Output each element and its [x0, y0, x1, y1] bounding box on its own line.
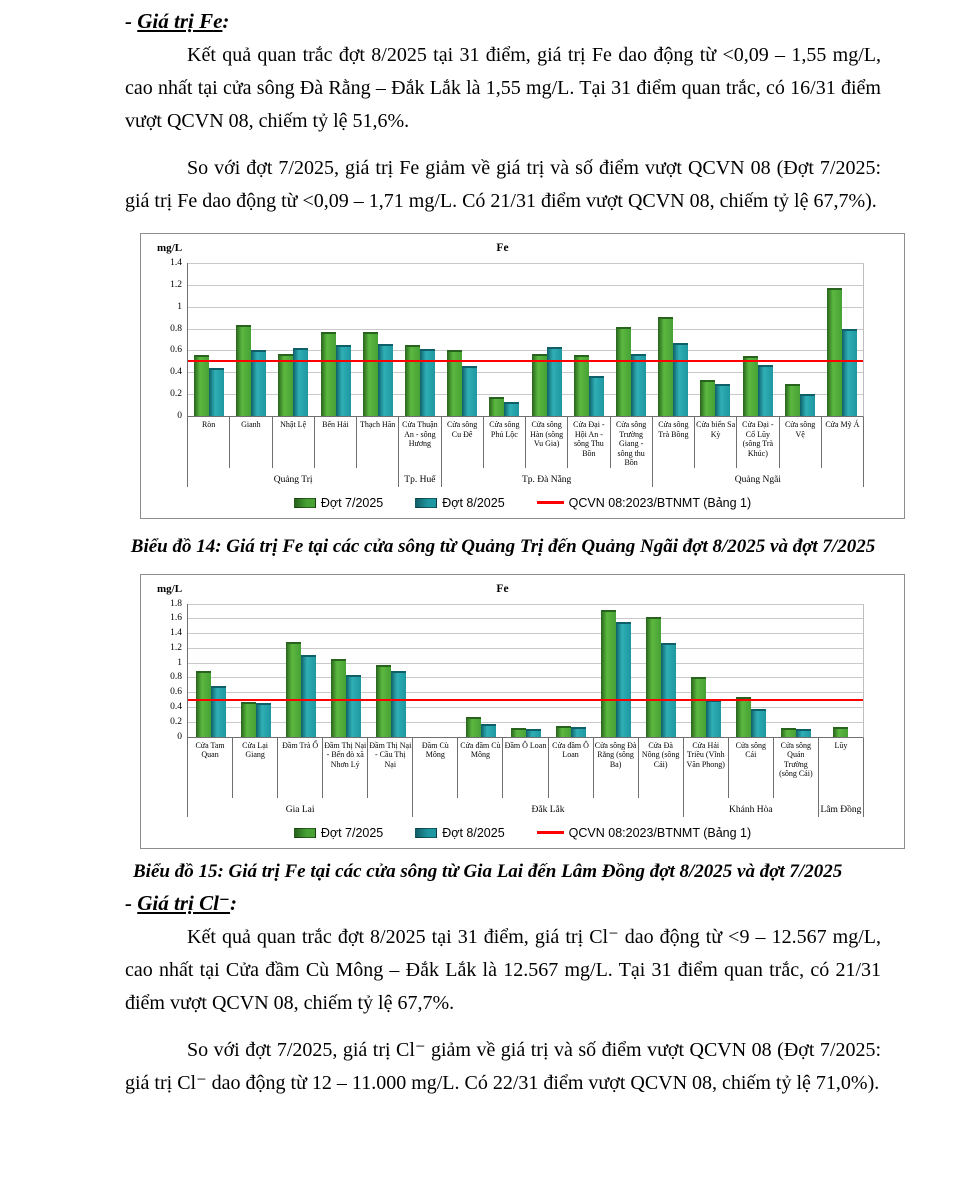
- y-tick-label: 1.6: [170, 613, 182, 624]
- bar-group: [188, 263, 230, 416]
- legend-item: [294, 496, 383, 510]
- bar-dot-7-2025: [278, 354, 293, 416]
- y-tick-label: 0.4: [170, 701, 182, 712]
- x-axis-label: Nhật Lệ: [273, 417, 315, 468]
- province-group-label: Gia Lai: [188, 798, 413, 817]
- bar-group: [638, 604, 683, 737]
- heading-label: Giá trị Fe: [137, 9, 223, 33]
- section-heading-fe: [125, 8, 881, 34]
- legend-label: Đợt 8/2025: [442, 495, 505, 510]
- heading-suffix: :: [230, 890, 238, 915]
- province-group-label: Tp. Đà Nẵng: [442, 468, 653, 487]
- bar-group: [728, 604, 773, 737]
- bar-dot-8-2025: [842, 329, 857, 416]
- x-axis-labels: [187, 738, 864, 798]
- bar-group: [458, 604, 503, 737]
- bar-dot-7-2025: [833, 727, 848, 737]
- bar-group: [548, 604, 593, 737]
- bar-group: [278, 604, 323, 737]
- legend-item: [415, 826, 504, 840]
- bar-group: [821, 263, 863, 416]
- x-axis-label: Gianh: [230, 417, 272, 468]
- province-group-label: Đắk Lắk: [413, 798, 683, 817]
- chart-header: [141, 239, 904, 263]
- bar-dot-8-2025: [211, 686, 226, 737]
- y-tick-label: 0.8: [170, 672, 182, 683]
- province-group-label: Tp. Huế: [399, 468, 441, 487]
- bar-dot-8-2025: [715, 384, 730, 416]
- bar-dot-7-2025: [785, 384, 800, 416]
- x-axis-label: Cửa sông Hàn (sông Vu Gia): [526, 417, 568, 468]
- x-axis-label: Lũy: [819, 738, 864, 798]
- plot-area: [170, 258, 864, 421]
- x-axis-label: Cửa sông Cái: [729, 738, 774, 798]
- x-axis-label: Ròn: [188, 417, 230, 468]
- x-axis-label: Đầm Ô Loan: [503, 738, 548, 798]
- bar-dot-8-2025: [631, 354, 646, 416]
- bar-dot-8-2025: [462, 366, 477, 416]
- bar-dot-8-2025: [293, 348, 308, 416]
- bar-dot-7-2025: [781, 728, 796, 737]
- chart-title: Fe: [496, 242, 509, 254]
- x-axis-label: Đầm Thị Nại - Cầu Thị Nại: [368, 738, 413, 798]
- bar-dot-8-2025: [751, 709, 766, 736]
- y-axis-unit-label: mg/L: [157, 242, 183, 254]
- bar-group: [188, 604, 233, 737]
- x-axis-label: Bến Hải: [315, 417, 357, 468]
- x-axis-label: Cửa Đại - Cổ Lũy (sông Trà Khúc): [737, 417, 779, 468]
- bar-group: [610, 263, 652, 416]
- bar-dot-8-2025: [800, 394, 815, 416]
- x-axis-label: Cửa sông Phú Lộc: [484, 417, 526, 468]
- x-axis-label: Cửa Tam Quan: [188, 738, 233, 798]
- legend-label: Đợt 8/2025: [442, 825, 505, 840]
- bar-dot-7-2025: [556, 726, 571, 736]
- bar-dot-8-2025: [336, 345, 351, 416]
- bar-dot-8-2025: [571, 727, 586, 737]
- bars-layer: [188, 604, 863, 737]
- paragraph-cl-results: Kết quả quan trắc đợt 8/2025 tại 31 điểm, giá trị Cl⁻ dao động từ <9 – 12.567 mg/L, cao nhất tại Cửa đầm Cù Mông – Đắk Lắk là 12.567 mg/L. Tại 31 điểm quan trắc, có 21/31 điểm vượt QCVN 08, chiếm tỷ lệ 67,7%.: [125, 925, 881, 1014]
- bar-group: [441, 263, 483, 416]
- bar-dot-7-2025: [691, 677, 706, 737]
- chart-legend: [141, 496, 904, 510]
- legend-label: QCVN 08:2023/BTNMT (Bảng 1): [568, 825, 752, 840]
- x-axis-label: Đầm Cù Mông: [413, 738, 458, 798]
- bar-dot-7-2025: [286, 642, 301, 737]
- y-tick-label: 0.4: [170, 367, 182, 378]
- bar-dot-7-2025: [194, 355, 209, 416]
- bar-dot-7-2025: [646, 617, 661, 737]
- x-axis-label: Cửa sông Trường Giang - sông thu Bồn: [611, 417, 653, 468]
- bar-dot-7-2025: [196, 671, 211, 736]
- bar-group: [736, 263, 778, 416]
- y-tick-label: 0.6: [170, 687, 182, 698]
- legend-swatch: [294, 828, 316, 838]
- bar-dot-7-2025: [376, 665, 391, 737]
- bar-group: [779, 263, 821, 416]
- bar-dot-8-2025: [589, 376, 604, 416]
- y-tick-label: 1: [177, 301, 182, 312]
- x-axis-label: Cửa sông Quán Trường (sông Cái): [774, 738, 819, 798]
- bar-dot-7-2025: [405, 345, 420, 416]
- province-group-label: Khánh Hòa: [684, 798, 819, 817]
- bar-dot-8-2025: [673, 343, 688, 416]
- legend-swatch: [415, 498, 437, 508]
- province-group-label: Quảng Trị: [188, 468, 399, 487]
- x-axis-label: Cửa Hải Triều (Vĩnh Văn Phong): [684, 738, 729, 798]
- y-tick-label: 0.2: [170, 716, 182, 727]
- bar-dot-8-2025: [209, 368, 224, 416]
- bar-group: [694, 263, 736, 416]
- bar-group: [230, 263, 272, 416]
- y-tick-label: 0: [177, 411, 182, 421]
- y-axis-unit-label: mg/L: [157, 582, 183, 595]
- bar-dot-8-2025: [504, 402, 519, 416]
- bar-group: [503, 604, 548, 737]
- bar-group: [652, 263, 694, 416]
- legend-swatch: [294, 498, 316, 508]
- x-axis-label: Cửa Đại - Hội An - sông Thu Bồn: [568, 417, 610, 468]
- legend-label: Đợt 7/2025: [320, 825, 384, 840]
- paragraph-fe-comparison: So với đợt 7/2025, giá trị Fe giảm về giá trị và số điểm vượt QCVN 08 (Đợt 7/2025: giá trị Fe dao động từ <0,09 – 1,71 mg/L. Có 21/31 điểm vượt QCVN 08, chiếm tỷ lệ 67,7%).: [125, 157, 881, 212]
- x-axis-label: Đầm Trà Ổ: [278, 738, 323, 798]
- bar-dot-7-2025: [601, 610, 616, 736]
- chart-fe-quang-tri-quang-ngai: [140, 233, 905, 519]
- chart-caption-15: Biểu đồ 15: Giá trị Fe tại các cửa sông từ Gia Lai đến Lâm Đồng đợt 8/2025 và đợt 7/2025: [133, 860, 843, 882]
- x-axis-label: Cửa sông Vệ: [780, 417, 822, 468]
- bar-group: [399, 263, 441, 416]
- bar-group: [526, 263, 568, 416]
- bar-dot-8-2025: [256, 703, 271, 736]
- legend-label: Đợt 7/2025: [320, 495, 384, 510]
- chart-caption-14: Biểu đồ 14: Giá trị Fe tại các cửa sông từ Quảng Trị đến Quảng Ngãi đợt 8/2025 và đợt 7/2025: [130, 535, 876, 557]
- bar-dot-8-2025: [481, 724, 496, 737]
- bar-group: [413, 604, 458, 737]
- bar-dot-8-2025: [378, 344, 393, 416]
- legend-swatch: [415, 828, 437, 838]
- y-tick-label: 0: [177, 731, 182, 742]
- x-axis-labels: [187, 417, 864, 468]
- chart-legend: [141, 826, 904, 840]
- heading-suffix: :: [222, 9, 230, 33]
- x-axis-label: Cửa Lại Giang: [233, 738, 278, 798]
- legend-line-swatch: [537, 501, 564, 504]
- x-axis-label: Cửa sông Cu Đê: [442, 417, 484, 468]
- bar-group: [818, 604, 863, 737]
- x-axis-label: Đầm Thị Nại - Bến đò xã Nhơn Lý: [323, 738, 368, 798]
- bar-dot-7-2025: [321, 332, 336, 416]
- bar-dot-8-2025: [346, 675, 361, 736]
- bar-group: [272, 263, 314, 416]
- legend-line-swatch: [537, 831, 564, 834]
- y-tick-label: 1.2: [170, 642, 182, 653]
- x-axis-label: Cửa đầm Cù Mông: [458, 738, 503, 798]
- y-tick-label: 0.6: [170, 345, 182, 356]
- heading-prefix: -: [125, 890, 138, 915]
- bar-dot-8-2025: [706, 700, 721, 737]
- chart-header: [141, 580, 904, 604]
- paragraph-cl-comparison: So với đợt 7/2025, giá trị Cl⁻ giảm về giá trị và số điểm vượt QCVN 08 (Đợt 7/2025: giá trị Cl⁻ dao động từ 12 – 11.000 mg/L. Có 22/31 điểm vượt QCVN 08, chiếm tỷ lệ 71,0%).: [125, 1038, 881, 1094]
- qcvn-reference-line: [188, 360, 863, 362]
- x-axis-label: Cửa Mỹ Á: [822, 417, 864, 468]
- bar-dot-8-2025: [616, 622, 631, 737]
- bar-dot-8-2025: [758, 365, 773, 416]
- bar-group: [323, 604, 368, 737]
- province-group-row: [187, 798, 864, 817]
- bar-dot-7-2025: [616, 327, 631, 416]
- bar-dot-7-2025: [700, 380, 715, 416]
- bar-dot-8-2025: [526, 729, 541, 736]
- bar-group: [593, 604, 638, 737]
- bar-dot-7-2025: [466, 717, 481, 737]
- province-group-label: Quảng Ngãi: [653, 468, 864, 487]
- bar-dot-8-2025: [547, 347, 562, 416]
- heading-prefix: -: [125, 9, 138, 33]
- bar-group: [315, 263, 357, 416]
- y-tick-label: 0.2: [170, 389, 182, 400]
- plot-area: [170, 598, 864, 742]
- province-group-row: [187, 468, 864, 487]
- legend-item: [294, 826, 383, 840]
- bar-dot-7-2025: [241, 702, 256, 737]
- chart-title: Fe: [496, 582, 509, 595]
- bar-dot-7-2025: [574, 355, 589, 416]
- x-axis-label: Cửa Thuận An - sông Hương: [399, 417, 441, 468]
- province-group-label: Lâm Đồng: [819, 798, 864, 817]
- bar-dot-8-2025: [391, 671, 406, 737]
- plot-wrapper: [170, 598, 864, 742]
- x-axis-label: Cửa đầm Ô Loan: [549, 738, 594, 798]
- y-tick-label: 0.8: [170, 323, 182, 334]
- bar-group: [357, 263, 399, 416]
- bar-dot-7-2025: [363, 332, 378, 416]
- x-axis-label: Cửa sông Đà Rằng (sông Ba): [594, 738, 639, 798]
- y-tick-label: 1.4: [170, 258, 182, 268]
- legend-item: [415, 496, 504, 510]
- bar-dot-7-2025: [489, 397, 504, 416]
- legend-item: [537, 826, 751, 840]
- bar-group: [683, 604, 728, 737]
- legend-item: [537, 496, 751, 510]
- qcvn-reference-line: [188, 699, 863, 701]
- bars-layer: [188, 263, 863, 416]
- x-axis-label: Thạch Hãn: [357, 417, 399, 468]
- plot-wrapper: [170, 258, 864, 421]
- bar-dot-7-2025: [236, 325, 251, 416]
- y-tick-label: 1.4: [170, 628, 182, 639]
- y-tick-label: 1: [177, 657, 182, 668]
- legend-label: QCVN 08:2023/BTNMT (Bảng 1): [568, 495, 752, 510]
- y-tick-label: 1.8: [170, 598, 182, 609]
- bar-group: [568, 263, 610, 416]
- bar-dot-7-2025: [743, 356, 758, 416]
- heading-label: Giá trị Cl⁻: [137, 890, 231, 915]
- chart-fe-gia-lai-lam-dong: [140, 574, 905, 849]
- bar-dot-8-2025: [301, 655, 316, 736]
- bar-group: [483, 263, 525, 416]
- bar-group: [368, 604, 413, 737]
- x-axis-label: Cửa Đà Nông (sông Cái): [639, 738, 684, 798]
- paragraph-fe-results: Kết quả quan trắc đợt 8/2025 tại 31 điểm, giá trị Fe dao động từ <0,09 – 1,55 mg/L, cao nhất tại cửa sông Đà Rằng – Đắk Lắk là 1,55 mg/L. Tại 31 điểm quan trắc, có 16/31 điểm vượt QCVN 08, chiếm tỷ lệ 51,6%.: [125, 44, 881, 132]
- section-heading-cl: [125, 890, 881, 916]
- bar-group: [233, 604, 278, 737]
- bar-dot-7-2025: [532, 354, 547, 416]
- bar-dot-8-2025: [661, 643, 676, 736]
- bar-dot-7-2025: [658, 317, 673, 416]
- bar-dot-7-2025: [511, 728, 526, 737]
- y-tick-label: 1.2: [170, 279, 182, 290]
- bar-dot-8-2025: [420, 349, 435, 416]
- bar-dot-7-2025: [827, 288, 842, 416]
- bar-group: [773, 604, 818, 737]
- x-axis-label: Cửa biển Sa Kỳ: [695, 417, 737, 468]
- x-axis-label: Cửa sông Trà Bồng: [653, 417, 695, 468]
- bar-dot-8-2025: [796, 729, 811, 736]
- bar-dot-7-2025: [736, 697, 751, 736]
